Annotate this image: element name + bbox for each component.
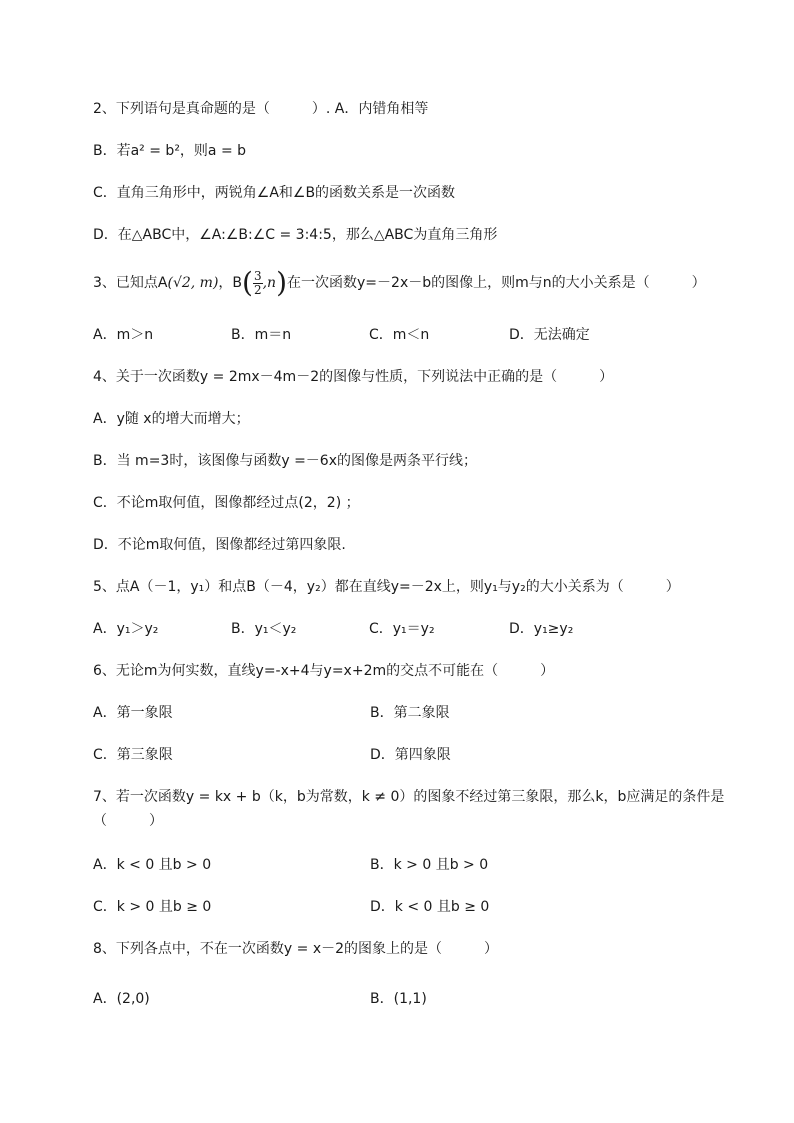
question-8-option-b: B．(1,1) [370,991,427,1007]
question-4-option-c: C．不论m取何值，图像都经过点(2，2) ； [93,495,360,511]
question-2-option-c: C．直角三角形中，两锐角∠A和∠B的函数关系是一次函数 [93,185,456,201]
question-5-option-d: D．y₁≥y₂ [509,621,574,637]
question-2-option-b: B．若a² = b²，则a = b [93,143,247,159]
left-paren: ( [242,266,253,299]
question-6-stem: 6、无论m为何实数，直线y=-x+4与y=x+2m的交点不可能在（ ） [93,663,555,679]
question-5-option-c: C．y₁＝y₂ [369,621,435,637]
question-3-point-b-prefix: ，B [218,275,243,291]
question-6-option-a: A．第一象限 [93,705,173,721]
fraction-denominator: 2 [253,282,262,297]
question-5-stem: 5、点A（－1，y₁）和点B（－4，y₂）都在直线y=－2x上，则y₁与y₂的大小关系为（ ） [93,579,680,595]
fraction-numerator: 3 [253,268,262,283]
question-2-option-d: D．在△ABC中，∠A:∠B:∠C = 3:4:5，那么△ABC为直角三角形 [93,227,498,243]
question-3-point-b-suffix: ,n [262,275,277,291]
question-3-option-a: A．m＞n [93,327,154,343]
question-3-option-b: B．m＝n [231,327,292,343]
question-5-option-b: B．y₁＜y₂ [231,621,297,637]
question-3-option-c: C．m＜n [369,327,430,343]
fraction-three-halves [253,270,263,297]
question-3-stem-after: 在一次函数y=－2x－b的图像上，则m与n的大小关系是（ ） [287,275,706,291]
question-4-option-a: A．y随 x的增大而增大； [93,411,250,427]
question-3-stem [93,266,744,302]
question-4-stem: 4、关于一次函数y = 2mx－4m－2的图像与性质，下列说法中正确的是（ ） [93,369,614,385]
question-8-option-a: A．(2,0) [93,991,150,1007]
question-4-option-d: D．不论m取何值，图像都经过第四象限. [93,537,346,553]
question-6-option-b: B．第二象限 [370,705,450,721]
question-7-option-b: B．k > 0 且b > 0 [370,857,489,873]
right-paren: ) [276,266,288,299]
question-6-option-c: C．第三象限 [93,747,173,763]
question-6-option-d: D．第四象限 [370,747,451,763]
question-8-stem: 8、下列各点中，不在一次函数y = x－2的图象上的是（ ） [93,941,499,957]
question-5-option-a: A．y₁＞y₂ [93,621,159,637]
question-3-option-d: D．无法确定 [509,327,590,343]
question-3-point-a: (√2, m) [167,275,219,291]
question-7-option-a: A．k < 0 且b > 0 [93,857,212,873]
question-2-stem: 2、下列语句是真命题的是（ ）. A．内错角相等 [93,101,429,117]
question-7-option-c: C．k > 0 且b ≥ 0 [93,899,212,915]
question-4-option-b: B．当 m=3时，该图像与函数y =－6x的图像是两条平行线； [93,453,477,469]
question-7-option-d: D．k < 0 且b ≥ 0 [370,899,490,915]
question-3-stem-before: 3、已知点A [93,275,168,291]
question-7-stem: 7、若一次函数y = kx + b（k，b为常数，k ≠ 0）的图象不经过第三象限，那么k，b应满足的条件是（ ） [93,789,725,829]
